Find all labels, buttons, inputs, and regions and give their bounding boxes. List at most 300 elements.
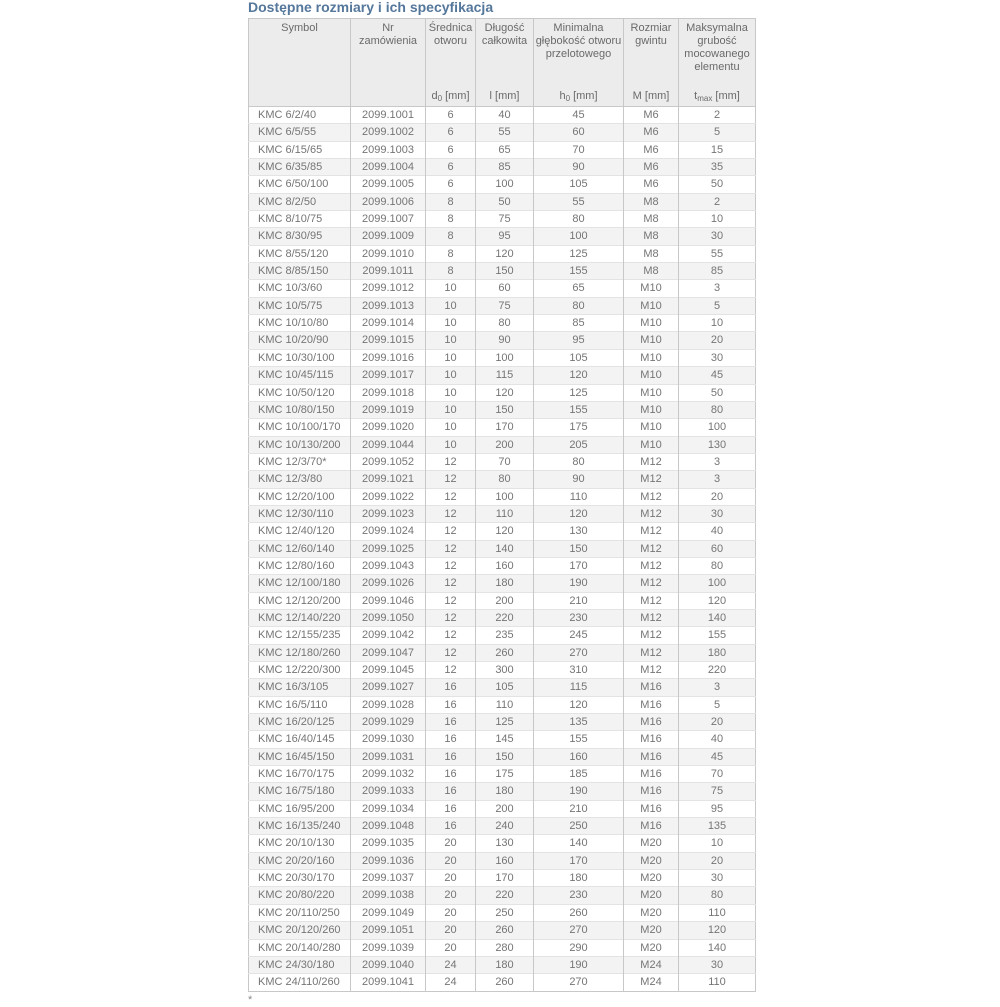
cell-order-number: 2099.1043 xyxy=(351,557,426,574)
cell-min-through-hole-depth-h0: 70 xyxy=(534,141,624,158)
column-label: Symbol xyxy=(281,22,318,34)
cell-min-through-hole-depth-h0: 60 xyxy=(534,124,624,141)
cell-order-number: 2099.1039 xyxy=(351,939,426,956)
cell-thread-size-m: M20 xyxy=(624,887,679,904)
table-row xyxy=(249,956,756,973)
cell-min-through-hole-depth-h0: 175 xyxy=(534,419,624,436)
cell-symbol: KMC 16/45/150 xyxy=(249,748,351,765)
cell-total-length-l: 105 xyxy=(476,679,534,696)
table-row xyxy=(249,124,756,141)
cell-hole-diameter-d0: 12 xyxy=(426,453,476,470)
cell-min-through-hole-depth-h0: 105 xyxy=(534,176,624,193)
cell-symbol: KMC 10/10/80 xyxy=(249,315,351,332)
cell-order-number: 2099.1029 xyxy=(351,714,426,731)
page-title: Dostępne rozmiary i ich specyfikacja xyxy=(248,0,494,15)
cell-max-fixture-thickness-tmax: 70 xyxy=(679,766,756,783)
cell-hole-diameter-d0: 12 xyxy=(426,644,476,661)
cell-min-through-hole-depth-h0: 155 xyxy=(534,731,624,748)
cell-min-through-hole-depth-h0: 245 xyxy=(534,627,624,644)
cell-thread-size-m: M16 xyxy=(624,748,679,765)
table-row xyxy=(249,662,756,679)
cell-symbol: KMC 20/110/250 xyxy=(249,904,351,921)
cell-hole-diameter-d0: 12 xyxy=(426,575,476,592)
cell-hole-diameter-d0: 16 xyxy=(426,714,476,731)
cell-total-length-l: 280 xyxy=(476,939,534,956)
cell-max-fixture-thickness-tmax: 80 xyxy=(679,887,756,904)
cell-max-fixture-thickness-tmax: 80 xyxy=(679,557,756,574)
cell-symbol: KMC 6/35/85 xyxy=(249,159,351,176)
cell-total-length-l: 150 xyxy=(476,401,534,418)
cell-order-number: 2099.1028 xyxy=(351,696,426,713)
cell-order-number: 2099.1030 xyxy=(351,731,426,748)
cell-order-number: 2099.1019 xyxy=(351,401,426,418)
cell-thread-size-m: M10 xyxy=(624,332,679,349)
table-row xyxy=(249,870,756,887)
cell-min-through-hole-depth-h0: 290 xyxy=(534,939,624,956)
cell-thread-size-m: M10 xyxy=(624,367,679,384)
cell-thread-size-m: M20 xyxy=(624,835,679,852)
cell-total-length-l: 130 xyxy=(476,835,534,852)
cell-symbol: KMC 16/75/180 xyxy=(249,783,351,800)
cell-min-through-hole-depth-h0: 310 xyxy=(534,662,624,679)
cell-total-length-l: 115 xyxy=(476,367,534,384)
page-content xyxy=(248,0,755,1007)
cell-order-number: 2099.1038 xyxy=(351,887,426,904)
cell-symbol: KMC 24/110/260 xyxy=(249,974,351,991)
column-unit: M [mm] xyxy=(632,90,670,102)
cell-hole-diameter-d0: 24 xyxy=(426,974,476,991)
cell-order-number: 2099.1003 xyxy=(351,141,426,158)
cell-total-length-l: 100 xyxy=(476,349,534,366)
table-row xyxy=(249,349,756,366)
cell-max-fixture-thickness-tmax: 50 xyxy=(679,176,756,193)
cell-order-number: 2099.1013 xyxy=(351,297,426,314)
cell-min-through-hole-depth-h0: 205 xyxy=(534,436,624,453)
cell-symbol: KMC 10/130/200 xyxy=(249,436,351,453)
column-header-order-number xyxy=(351,19,426,107)
cell-order-number: 2099.1048 xyxy=(351,818,426,835)
cell-total-length-l: 120 xyxy=(476,384,534,401)
cell-max-fixture-thickness-tmax: 20 xyxy=(679,852,756,869)
cell-min-through-hole-depth-h0: 45 xyxy=(534,107,624,124)
cell-max-fixture-thickness-tmax: 5 xyxy=(679,297,756,314)
cell-order-number: 2099.1014 xyxy=(351,315,426,332)
cell-symbol: KMC 8/30/95 xyxy=(249,228,351,245)
cell-max-fixture-thickness-tmax: 30 xyxy=(679,870,756,887)
cell-total-length-l: 65 xyxy=(476,141,534,158)
cell-order-number: 2099.1041 xyxy=(351,974,426,991)
cell-order-number: 2099.1033 xyxy=(351,783,426,800)
column-label: Średnica otworu xyxy=(428,22,473,47)
cell-min-through-hole-depth-h0: 80 xyxy=(534,453,624,470)
cell-hole-diameter-d0: 6 xyxy=(426,176,476,193)
cell-order-number: 2099.1022 xyxy=(351,488,426,505)
cell-hole-diameter-d0: 20 xyxy=(426,835,476,852)
cell-thread-size-m: M12 xyxy=(624,592,679,609)
cell-order-number: 2099.1034 xyxy=(351,800,426,817)
cell-min-through-hole-depth-h0: 80 xyxy=(534,211,624,228)
cell-hole-diameter-d0: 24 xyxy=(426,956,476,973)
cell-max-fixture-thickness-tmax: 30 xyxy=(679,505,756,522)
table-row xyxy=(249,974,756,991)
cell-thread-size-m: M10 xyxy=(624,349,679,366)
cell-order-number: 2099.1004 xyxy=(351,159,426,176)
cell-min-through-hole-depth-h0: 230 xyxy=(534,609,624,626)
cell-total-length-l: 70 xyxy=(476,453,534,470)
cell-total-length-l: 150 xyxy=(476,748,534,765)
column-header-min-through-hole-depth xyxy=(534,19,624,107)
cell-symbol: KMC 16/135/240 xyxy=(249,818,351,835)
cell-symbol: KMC 8/55/120 xyxy=(249,245,351,262)
cell-total-length-l: 160 xyxy=(476,557,534,574)
cell-total-length-l: 260 xyxy=(476,644,534,661)
cell-max-fixture-thickness-tmax: 80 xyxy=(679,401,756,418)
cell-symbol: KMC 10/30/100 xyxy=(249,349,351,366)
table-row xyxy=(249,332,756,349)
cell-thread-size-m: M8 xyxy=(624,245,679,262)
cell-hole-diameter-d0: 16 xyxy=(426,800,476,817)
cell-hole-diameter-d0: 8 xyxy=(426,211,476,228)
table-row xyxy=(249,922,756,939)
cell-min-through-hole-depth-h0: 120 xyxy=(534,367,624,384)
cell-order-number: 2099.1042 xyxy=(351,627,426,644)
table-row xyxy=(249,887,756,904)
cell-symbol: KMC 12/100/180 xyxy=(249,575,351,592)
cell-total-length-l: 175 xyxy=(476,766,534,783)
cell-total-length-l: 240 xyxy=(476,818,534,835)
cell-max-fixture-thickness-tmax: 40 xyxy=(679,731,756,748)
table-row xyxy=(249,297,756,314)
cell-thread-size-m: M12 xyxy=(624,662,679,679)
cell-hole-diameter-d0: 10 xyxy=(426,419,476,436)
cell-max-fixture-thickness-tmax: 130 xyxy=(679,436,756,453)
cell-max-fixture-thickness-tmax: 60 xyxy=(679,540,756,557)
table-row xyxy=(249,627,756,644)
cell-thread-size-m: M8 xyxy=(624,263,679,280)
cell-thread-size-m: M8 xyxy=(624,193,679,210)
cell-hole-diameter-d0: 8 xyxy=(426,193,476,210)
cell-hole-diameter-d0: 20 xyxy=(426,852,476,869)
cell-thread-size-m: M12 xyxy=(624,644,679,661)
cell-order-number: 2099.1016 xyxy=(351,349,426,366)
cell-order-number: 2099.1025 xyxy=(351,540,426,557)
table-row xyxy=(249,419,756,436)
cell-total-length-l: 145 xyxy=(476,731,534,748)
cell-thread-size-m: M10 xyxy=(624,280,679,297)
cell-min-through-hole-depth-h0: 250 xyxy=(534,818,624,835)
table-row xyxy=(249,245,756,262)
cell-hole-diameter-d0: 10 xyxy=(426,332,476,349)
cell-min-through-hole-depth-h0: 120 xyxy=(534,696,624,713)
cell-symbol: KMC 12/40/120 xyxy=(249,523,351,540)
cell-order-number: 2099.1020 xyxy=(351,419,426,436)
cell-max-fixture-thickness-tmax: 180 xyxy=(679,644,756,661)
cell-hole-diameter-d0: 6 xyxy=(426,159,476,176)
table-row xyxy=(249,783,756,800)
cell-total-length-l: 120 xyxy=(476,245,534,262)
cell-order-number: 2099.1012 xyxy=(351,280,426,297)
cell-order-number: 2099.1018 xyxy=(351,384,426,401)
column-unit: $h_0$ [mm] xyxy=(559,90,598,103)
cell-hole-diameter-d0: 12 xyxy=(426,471,476,488)
cell-symbol: KMC 12/20/100 xyxy=(249,488,351,505)
cell-thread-size-m: M10 xyxy=(624,384,679,401)
cell-max-fixture-thickness-tmax: 55 xyxy=(679,245,756,262)
column-unit: $d_0$ [mm] xyxy=(431,90,470,103)
cell-total-length-l: 75 xyxy=(476,211,534,228)
cell-total-length-l: 60 xyxy=(476,280,534,297)
cell-max-fixture-thickness-tmax: 3 xyxy=(679,453,756,470)
cell-hole-diameter-d0: 12 xyxy=(426,488,476,505)
cell-symbol: KMC 8/85/150 xyxy=(249,263,351,280)
cell-thread-size-m: M16 xyxy=(624,783,679,800)
cell-hole-diameter-d0: 10 xyxy=(426,315,476,332)
table-row xyxy=(249,575,756,592)
cell-hole-diameter-d0: 10 xyxy=(426,297,476,314)
cell-max-fixture-thickness-tmax: 3 xyxy=(679,471,756,488)
column-label: Rozmiar gwintu xyxy=(630,22,672,47)
column-header-symbol xyxy=(249,19,351,107)
table-row xyxy=(249,176,756,193)
cell-total-length-l: 40 xyxy=(476,107,534,124)
cell-thread-size-m: M6 xyxy=(624,141,679,158)
cell-max-fixture-thickness-tmax: 85 xyxy=(679,263,756,280)
cell-total-length-l: 200 xyxy=(476,592,534,609)
cell-min-through-hole-depth-h0: 155 xyxy=(534,401,624,418)
cell-thread-size-m: M12 xyxy=(624,575,679,592)
cell-max-fixture-thickness-tmax: 40 xyxy=(679,523,756,540)
cell-hole-diameter-d0: 10 xyxy=(426,401,476,418)
cell-thread-size-m: M10 xyxy=(624,419,679,436)
cell-min-through-hole-depth-h0: 115 xyxy=(534,679,624,696)
cell-symbol: KMC 20/140/280 xyxy=(249,939,351,956)
cell-thread-size-m: M20 xyxy=(624,904,679,921)
table-row xyxy=(249,748,756,765)
cell-max-fixture-thickness-tmax: 15 xyxy=(679,141,756,158)
cell-thread-size-m: M16 xyxy=(624,766,679,783)
cell-min-through-hole-depth-h0: 180 xyxy=(534,870,624,887)
cell-max-fixture-thickness-tmax: 75 xyxy=(679,783,756,800)
cell-symbol: KMC 10/20/90 xyxy=(249,332,351,349)
table-row xyxy=(249,471,756,488)
cell-max-fixture-thickness-tmax: 100 xyxy=(679,419,756,436)
cell-order-number: 2099.1021 xyxy=(351,471,426,488)
cell-max-fixture-thickness-tmax: 140 xyxy=(679,609,756,626)
cell-max-fixture-thickness-tmax: 50 xyxy=(679,384,756,401)
cell-order-number: 2099.1037 xyxy=(351,870,426,887)
cell-symbol: KMC 16/70/175 xyxy=(249,766,351,783)
cell-order-number: 2099.1051 xyxy=(351,922,426,939)
cell-max-fixture-thickness-tmax: 35 xyxy=(679,159,756,176)
table-row xyxy=(249,141,756,158)
cell-min-through-hole-depth-h0: 210 xyxy=(534,592,624,609)
cell-max-fixture-thickness-tmax: 100 xyxy=(679,575,756,592)
cell-order-number: 2099.1049 xyxy=(351,904,426,921)
cell-thread-size-m: M6 xyxy=(624,176,679,193)
cell-thread-size-m: M8 xyxy=(624,228,679,245)
cell-hole-diameter-d0: 16 xyxy=(426,766,476,783)
cell-thread-size-m: M16 xyxy=(624,731,679,748)
table-row xyxy=(249,523,756,540)
cell-max-fixture-thickness-tmax: 2 xyxy=(679,107,756,124)
cell-hole-diameter-d0: 12 xyxy=(426,505,476,522)
cell-min-through-hole-depth-h0: 190 xyxy=(534,783,624,800)
cell-symbol: KMC 20/10/130 xyxy=(249,835,351,852)
cell-total-length-l: 50 xyxy=(476,193,534,210)
cell-total-length-l: 75 xyxy=(476,297,534,314)
table-row xyxy=(249,280,756,297)
cell-order-number: 2099.1015 xyxy=(351,332,426,349)
cell-thread-size-m: M6 xyxy=(624,124,679,141)
cell-max-fixture-thickness-tmax: 30 xyxy=(679,228,756,245)
cell-total-length-l: 95 xyxy=(476,228,534,245)
table-row xyxy=(249,193,756,210)
cell-max-fixture-thickness-tmax: 45 xyxy=(679,367,756,384)
cell-min-through-hole-depth-h0: 110 xyxy=(534,488,624,505)
cell-max-fixture-thickness-tmax: 2 xyxy=(679,193,756,210)
cell-hole-diameter-d0: 8 xyxy=(426,263,476,280)
cell-order-number: 2099.1010 xyxy=(351,245,426,262)
cell-total-length-l: 150 xyxy=(476,263,534,280)
cell-order-number: 2099.1050 xyxy=(351,609,426,626)
cell-max-fixture-thickness-tmax: 5 xyxy=(679,696,756,713)
cell-order-number: 2099.1052 xyxy=(351,453,426,470)
cell-thread-size-m: M20 xyxy=(624,939,679,956)
cell-total-length-l: 170 xyxy=(476,870,534,887)
cell-thread-size-m: M6 xyxy=(624,107,679,124)
cell-symbol: KMC 12/220/300 xyxy=(249,662,351,679)
cell-min-through-hole-depth-h0: 270 xyxy=(534,644,624,661)
cell-symbol: KMC 10/5/75 xyxy=(249,297,351,314)
cell-thread-size-m: M24 xyxy=(624,974,679,991)
cell-min-through-hole-depth-h0: 130 xyxy=(534,523,624,540)
table-row xyxy=(249,644,756,661)
cell-min-through-hole-depth-h0: 120 xyxy=(534,505,624,522)
cell-order-number: 2099.1006 xyxy=(351,193,426,210)
table-row xyxy=(249,436,756,453)
cell-max-fixture-thickness-tmax: 120 xyxy=(679,922,756,939)
table-row xyxy=(249,453,756,470)
cell-symbol: KMC 24/30/180 xyxy=(249,956,351,973)
cell-total-length-l: 120 xyxy=(476,523,534,540)
cell-order-number: 2099.1024 xyxy=(351,523,426,540)
cell-thread-size-m: M20 xyxy=(624,870,679,887)
cell-min-through-hole-depth-h0: 170 xyxy=(534,557,624,574)
column-header-max-fixture-thickness xyxy=(679,19,756,107)
cell-order-number: 2099.1026 xyxy=(351,575,426,592)
cell-hole-diameter-d0: 8 xyxy=(426,228,476,245)
table-row xyxy=(249,800,756,817)
column-label: Minimalna głębokość otworu przelotowego xyxy=(535,22,622,60)
cell-hole-diameter-d0: 16 xyxy=(426,731,476,748)
column-unit: $t_{max}$ [mm] xyxy=(694,90,740,103)
cell-symbol: KMC 12/3/80 xyxy=(249,471,351,488)
cell-symbol: KMC 10/45/115 xyxy=(249,367,351,384)
cell-thread-size-m: M10 xyxy=(624,436,679,453)
table-row xyxy=(249,766,756,783)
cell-min-through-hole-depth-h0: 125 xyxy=(534,384,624,401)
cell-symbol: KMC 16/40/145 xyxy=(249,731,351,748)
cell-thread-size-m: M12 xyxy=(624,523,679,540)
cell-order-number: 2099.1045 xyxy=(351,662,426,679)
cell-thread-size-m: M16 xyxy=(624,800,679,817)
column-header-thread-size xyxy=(624,19,679,107)
cell-order-number: 2099.1036 xyxy=(351,852,426,869)
cell-max-fixture-thickness-tmax: 10 xyxy=(679,211,756,228)
cell-thread-size-m: M12 xyxy=(624,540,679,557)
table-row xyxy=(249,505,756,522)
cell-symbol: KMC 10/50/120 xyxy=(249,384,351,401)
cell-order-number: 2099.1035 xyxy=(351,835,426,852)
cell-order-number: 2099.1023 xyxy=(351,505,426,522)
cell-max-fixture-thickness-tmax: 120 xyxy=(679,592,756,609)
cell-order-number: 2099.1044 xyxy=(351,436,426,453)
cell-hole-diameter-d0: 12 xyxy=(426,627,476,644)
cell-symbol: KMC 10/3/60 xyxy=(249,280,351,297)
cell-hole-diameter-d0: 6 xyxy=(426,141,476,158)
cell-order-number: 2099.1017 xyxy=(351,367,426,384)
cell-symbol: KMC 6/50/100 xyxy=(249,176,351,193)
table-row xyxy=(249,211,756,228)
cell-min-through-hole-depth-h0: 230 xyxy=(534,887,624,904)
cell-thread-size-m: M10 xyxy=(624,401,679,418)
cell-total-length-l: 100 xyxy=(476,176,534,193)
cell-order-number: 2099.1009 xyxy=(351,228,426,245)
cell-max-fixture-thickness-tmax: 30 xyxy=(679,956,756,973)
cell-min-through-hole-depth-h0: 100 xyxy=(534,228,624,245)
column-label: Nr zamówienia xyxy=(358,22,418,47)
cell-symbol: KMC 8/2/50 xyxy=(249,193,351,210)
cell-max-fixture-thickness-tmax: 20 xyxy=(679,332,756,349)
cell-min-through-hole-depth-h0: 90 xyxy=(534,159,624,176)
cell-symbol: KMC 12/30/110 xyxy=(249,505,351,522)
cell-order-number: 2099.1046 xyxy=(351,592,426,609)
cell-order-number: 2099.1007 xyxy=(351,211,426,228)
cell-total-length-l: 180 xyxy=(476,783,534,800)
cell-thread-size-m: M12 xyxy=(624,627,679,644)
cell-max-fixture-thickness-tmax: 45 xyxy=(679,748,756,765)
cell-max-fixture-thickness-tmax: 20 xyxy=(679,714,756,731)
cell-total-length-l: 125 xyxy=(476,714,534,731)
table-row xyxy=(249,315,756,332)
cell-hole-diameter-d0: 20 xyxy=(426,887,476,904)
cell-thread-size-m: M12 xyxy=(624,505,679,522)
cell-min-through-hole-depth-h0: 160 xyxy=(534,748,624,765)
cell-total-length-l: 110 xyxy=(476,696,534,713)
table-row xyxy=(249,731,756,748)
table-row xyxy=(249,609,756,626)
cell-max-fixture-thickness-tmax: 95 xyxy=(679,800,756,817)
cell-hole-diameter-d0: 20 xyxy=(426,939,476,956)
cell-symbol: KMC 12/180/260 xyxy=(249,644,351,661)
cell-min-through-hole-depth-h0: 105 xyxy=(534,349,624,366)
cell-symbol: KMC 16/95/200 xyxy=(249,800,351,817)
cell-total-length-l: 235 xyxy=(476,627,534,644)
cell-thread-size-m: M20 xyxy=(624,922,679,939)
cell-min-through-hole-depth-h0: 185 xyxy=(534,766,624,783)
cell-max-fixture-thickness-tmax: 3 xyxy=(679,280,756,297)
cell-total-length-l: 220 xyxy=(476,887,534,904)
cell-symbol: KMC 12/155/235 xyxy=(249,627,351,644)
cell-hole-diameter-d0: 12 xyxy=(426,662,476,679)
table-row xyxy=(249,939,756,956)
cell-symbol: KMC 20/20/160 xyxy=(249,852,351,869)
cell-order-number: 2099.1032 xyxy=(351,766,426,783)
cell-symbol: KMC 12/120/200 xyxy=(249,592,351,609)
cell-order-number: 2099.1031 xyxy=(351,748,426,765)
cell-thread-size-m: M16 xyxy=(624,818,679,835)
cell-thread-size-m: M12 xyxy=(624,488,679,505)
